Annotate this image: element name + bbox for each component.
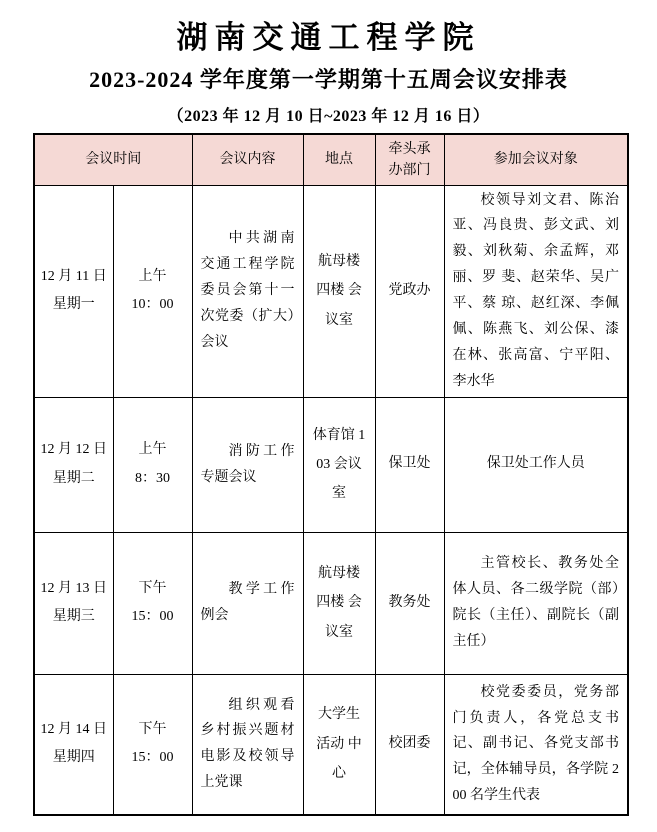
meeting-time: 8：30 [135,470,170,486]
meeting-content: 中共湖南交通工程学院委员会第十一次党委（扩大）会议 [200,231,295,350]
participants-cell [444,185,628,397]
meeting-date: 12 月 11 日 [40,268,107,284]
location-cell [303,532,375,674]
header-meeting-content: 会议内容 [192,134,303,185]
meeting-period: 上午 [138,442,167,458]
title-block [0,0,657,126]
department-cell [375,397,444,532]
meeting-date: 12 月 12 日 [40,442,107,458]
meeting-participants: 校领导刘文君、陈治亚、冯良贵、彭文武、刘 毅、刘秋菊、余孟辉，邓 丽、罗 斐、赵荣华、吴广平、蔡 琼、赵红深、李佩佩、陈燕飞、刘公保、漆在林、张高富、宁平阳、李水华 [452,192,619,389]
content-cell [192,397,303,532]
date-cell [34,397,113,532]
content-cell [192,532,303,674]
department-cell [375,532,444,674]
meeting-time: 15：00 [131,750,174,766]
table-row-wednesday [34,532,628,674]
meeting-participants: 校党委委员，党务部门负责人，各党总支书记、副书记、各党支部书记，全体辅导员，各学院 200 名学生代表 [452,684,619,804]
date-cell [34,185,113,397]
location-cell [303,397,375,532]
meeting-schedule-table [33,133,629,816]
meeting-weekday: 星期三 [52,609,95,625]
participants-cell [444,397,628,532]
participants-cell [444,532,628,674]
table-row-tuesday [34,397,628,532]
date-cell [34,674,113,815]
header-participants: 参加会议对象 [444,134,628,185]
header-location: 地点 [303,134,375,185]
content-cell [192,674,303,815]
meeting-date: 12 月 14 日 [40,721,107,737]
meeting-period: 下午 [138,721,167,737]
time-cell [113,674,192,815]
header-meeting-time: 会议时间 [34,134,192,185]
meeting-department: 教务处 [388,594,431,610]
meeting-weekday: 星期四 [52,750,95,766]
table-row-monday [34,185,628,397]
page-title: 2023-2024 学年度第一学期第十五周会议安排表 [89,67,568,92]
meeting-period: 上午 [138,268,167,284]
meeting-location: 体育馆 103 会议室 [312,427,366,502]
meeting-weekday: 星期一 [52,297,95,313]
meeting-department: 保卫处 [388,456,431,472]
time-cell [113,397,192,532]
department-cell [375,185,444,397]
meeting-location: 大学生 活动 中心 [316,707,362,782]
table-row-thursday [34,674,628,815]
meeting-department: 校团委 [388,736,431,752]
meeting-location: 航母楼 四楼 会议室 [316,566,362,640]
meeting-time: 10：00 [131,297,174,313]
school-name-logo: 湖南交通工程学院 [176,20,481,55]
meeting-participants: 主管校长、教务处全体人员、各二级学院（部）院长（主任）、副院长（副主任） [452,556,619,650]
date-range: （2023 年 12 月 10 日~2023 年 12 月 16 日） [167,108,490,125]
location-cell [303,185,375,397]
meeting-content: 组织观看乡村振兴题材电影及校领导上党课 [200,697,295,791]
date-cell [34,532,113,674]
header-lead-department: 牵头承办部门 [375,134,444,185]
time-cell [113,185,192,397]
department-cell [375,674,444,815]
meeting-content: 消防工作专题会议 [200,443,295,485]
meeting-department: 党政办 [388,282,431,298]
meeting-content: 教学工作例会 [200,582,295,624]
meeting-date: 12 月 13 日 [40,580,107,596]
table-header-row [34,134,628,185]
participants-cell [444,674,628,815]
content-cell [192,185,303,397]
time-cell [113,532,192,674]
meeting-time: 15：00 [131,609,174,625]
meeting-period: 下午 [138,580,167,596]
meeting-weekday: 星期二 [52,470,95,486]
location-cell [303,674,375,815]
meeting-participants: 保卫处工作人员 [486,456,585,472]
meeting-location: 航母楼 四楼 会议室 [316,253,362,328]
